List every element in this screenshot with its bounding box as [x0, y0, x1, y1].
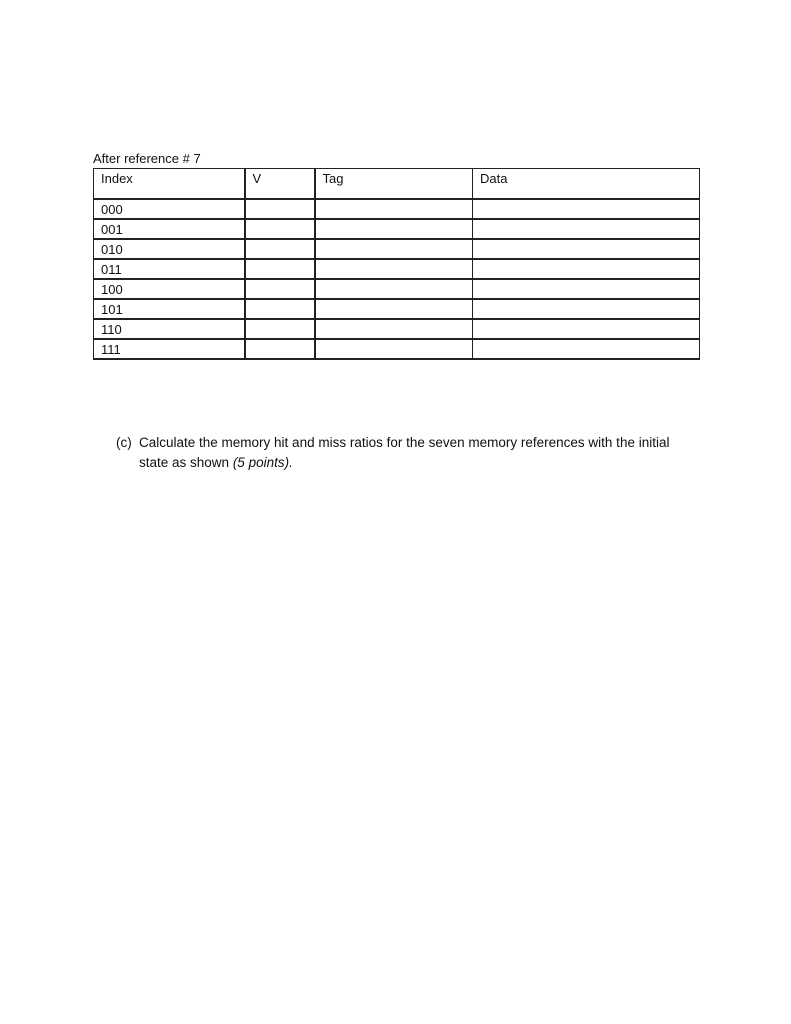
cell-index: 110	[94, 319, 245, 339]
table-caption: After reference # 7	[93, 151, 201, 166]
cell-index: 100	[94, 279, 245, 299]
cell-data	[473, 259, 700, 279]
table-row	[94, 299, 700, 319]
cell-v	[245, 239, 315, 259]
cell-data	[473, 279, 700, 299]
table-row	[94, 239, 700, 259]
cell-v	[245, 319, 315, 339]
table-row	[94, 259, 700, 279]
cell-index: 101	[94, 299, 245, 319]
cell-tag	[315, 319, 473, 339]
question-body	[139, 433, 686, 473]
column-header-data: Data	[473, 169, 700, 199]
question-points: (5 points).	[232, 455, 293, 470]
cell-v	[245, 299, 315, 319]
cell-index: 001	[94, 219, 245, 239]
cell-tag	[315, 219, 473, 239]
cell-index: 000	[94, 199, 245, 219]
cell-tag	[315, 199, 473, 219]
cell-v	[245, 279, 315, 299]
cache-table	[93, 168, 700, 360]
table-row	[94, 199, 700, 219]
cell-tag	[315, 279, 473, 299]
cell-data	[473, 199, 700, 219]
cell-index: 011	[94, 259, 245, 279]
question-text: Calculate the memory hit and miss ratios for the seven memory references with the initial state as shown	[139, 435, 670, 470]
cell-data	[473, 319, 700, 339]
column-header-v: V	[245, 169, 315, 199]
cell-tag	[315, 239, 473, 259]
question-c	[116, 433, 686, 473]
table-row	[94, 319, 700, 339]
cell-tag	[315, 339, 473, 359]
cell-tag	[315, 299, 473, 319]
cell-data	[473, 239, 700, 259]
table-row	[94, 339, 700, 359]
cell-index: 111	[94, 339, 245, 359]
cell-v	[245, 339, 315, 359]
cell-data	[473, 299, 700, 319]
cell-v	[245, 259, 315, 279]
question-label: (c)	[116, 435, 132, 450]
table-row	[94, 279, 700, 299]
cell-v	[245, 199, 315, 219]
table-header-row	[94, 169, 700, 199]
cell-v	[245, 219, 315, 239]
cell-tag	[315, 259, 473, 279]
column-header-tag: Tag	[315, 169, 473, 199]
table-row	[94, 219, 700, 239]
column-header-index: Index	[94, 169, 245, 199]
cell-data	[473, 339, 700, 359]
cell-index: 010	[94, 239, 245, 259]
cell-data	[473, 219, 700, 239]
